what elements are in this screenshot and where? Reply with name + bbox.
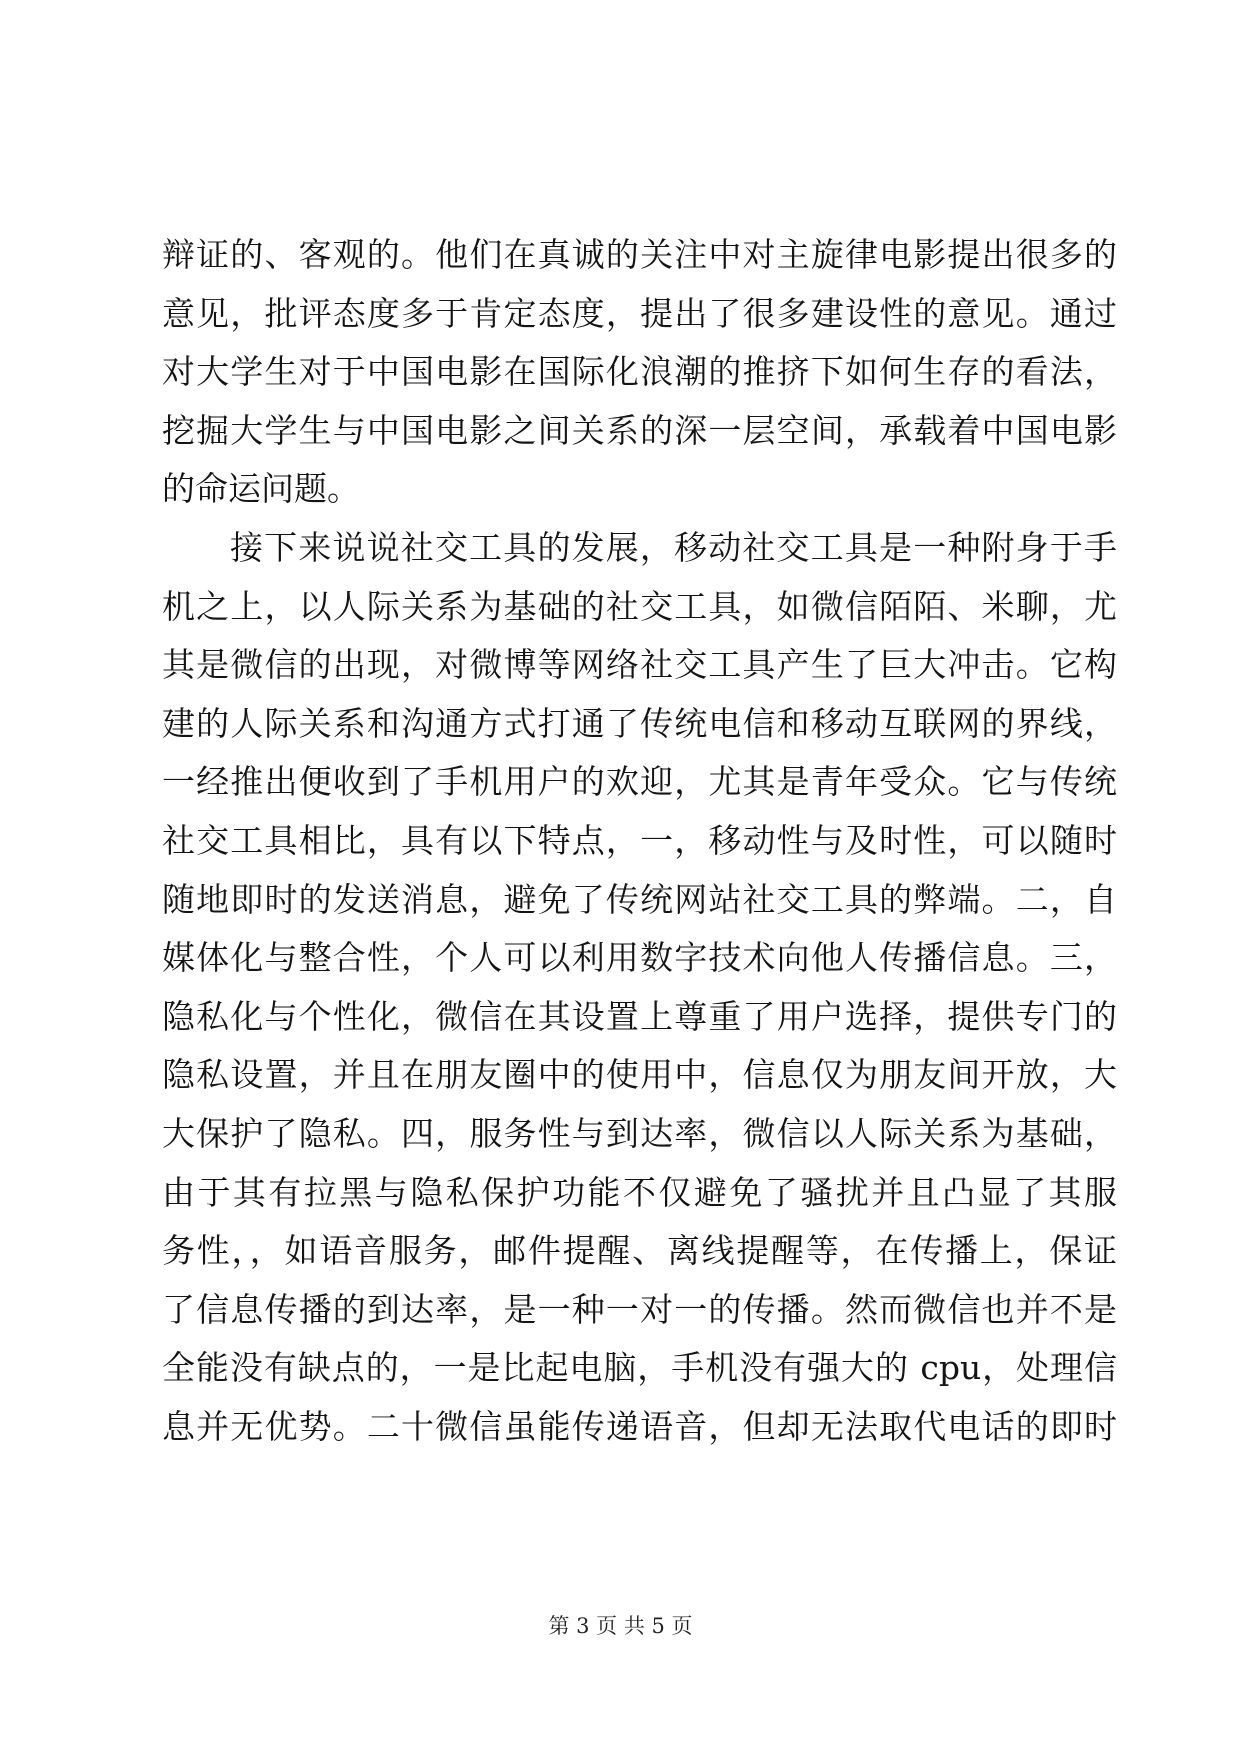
text-line: 了信息传播的到达率，是一种一对一的传播。然而微信也并不是 <box>162 1289 1117 1329</box>
text-line: 社交工具相比，具有以下特点，一，移动性与及时性，可以随时 <box>162 820 1117 860</box>
text-line: 其是微信的出现，对微博等网络社交工具产生了巨大冲击。它构 <box>162 645 1117 685</box>
text-line: 全能没有缺点的，一是比起电脑，手机没有强大的 cpu，处理信 <box>162 1348 1117 1388</box>
text-line: 息并无优势。二十微信虽能传递语音，但却无法取代电话的即时 <box>162 1406 1117 1446</box>
text-line: 随地即时的发送消息，避免了传统网站社交工具的弊端。二，自 <box>162 879 1117 919</box>
paragraph-first-line: 接下来说说社交工具的发展，移动社交工具是一种附身于手 <box>230 527 1117 567</box>
text-line: 挖掘大学生与中国电影之间关系的深一层空间，承载着中国电影 <box>162 410 1117 450</box>
text-line: 隐私化与个性化，微信在其设置上尊重了用户选择，提供专门的 <box>162 996 1117 1036</box>
text-line: 由于其有拉黑与隐私保护功能不仅避免了骚扰并且凸显了其服 <box>162 1172 1117 1212</box>
document-body <box>162 226 1117 1456</box>
text-line: 的命运问题。 <box>162 469 360 509</box>
text-line: 隐私设置，并且在朋友圈中的使用中，信息仅为朋友间开放，大 <box>162 1055 1117 1095</box>
page-number-footer: 第 3 页 共 5 页 <box>548 1614 693 1638</box>
text-line: 辩证的、客观的。他们在真诚的关注中对主旋律电影提出很多的 <box>162 235 1117 274</box>
text-line: 媒体化与整合性，个人可以利用数字技术向他人传播信息。三， <box>162 938 1117 978</box>
text-line: 意见，批评态度多于肯定态度，提出了很多建设性的意见。通过 <box>162 293 1117 333</box>
text-line: 机之上，以人际关系为基础的社交工具，如微信陌陌、米聊，尤 <box>162 586 1117 626</box>
text-line: 一经推出便收到了手机用户的欢迎，尤其是青年受众。它与传统 <box>162 762 1117 802</box>
text-line: 务性，，如语音服务，邮件提醒、离线提醒等，在传播上，保证 <box>162 1231 1117 1271</box>
text-line: 大保护了隐私。四，服务性与到达率，微信以人际关系为基础， <box>162 1113 1117 1153</box>
text-line: 建的人际关系和沟通方式打通了传统电信和移动互联网的界线， <box>162 703 1117 743</box>
text-line: 对大学生对于中国电影在国际化浪潮的推挤下如何生存的看法， <box>162 352 1117 392</box>
